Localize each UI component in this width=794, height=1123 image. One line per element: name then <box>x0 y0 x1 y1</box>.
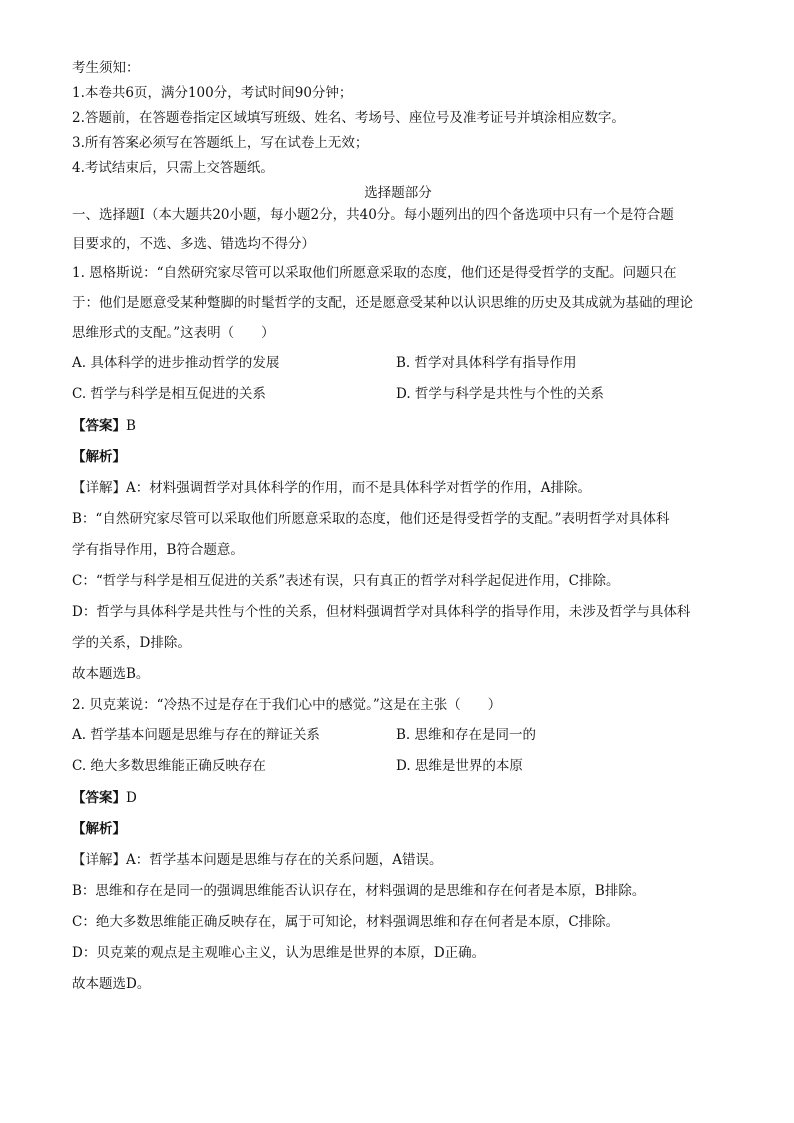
option-b: B. 哲学对具体科学有指导作用 <box>396 355 577 371</box>
answer-line <box>72 788 724 808</box>
exam-notice <box>72 58 724 178</box>
section-instruction-line: 一、选择题Ⅰ（本大题共20小题，每小题2分，共40分。每小题列出的四个备选项中只有一个是符合题 <box>72 207 674 223</box>
notice-item: 1.本卷共6页，满分100分，考试时间90分钟； <box>72 85 353 101</box>
question-options <box>72 353 724 404</box>
detail-line: B：思维和存在是同一的强调思维能否认识存在，材料强调的是思维和存在何者是本原，B排除。 <box>72 883 646 899</box>
notice-item: 3.所有答案必须写在答题纸上，写在试卷上无效； <box>72 135 369 151</box>
notice-item: 2.答题前，在答题卷指定区域填写班级、姓名、考场号、座位号及准考证号并填涂相应数字。 <box>72 110 625 126</box>
answer-value: D <box>126 790 137 806</box>
detail-line: 【详解】A：哲学基本问题是思维与存在的关系问题，A错误。 <box>72 852 443 868</box>
question-stem <box>72 695 724 715</box>
section-title: 选择题部分 <box>364 185 432 201</box>
analysis-tag: 【解析】 <box>72 821 126 837</box>
stem-line: 于：他们是愿意受某种蹩脚的时髦哲学的支配，还是愿意受某种以认识思维的历史及其成就为基础的理论 <box>72 295 693 311</box>
analysis-detail <box>72 850 724 994</box>
question-stem <box>72 263 724 343</box>
notice-title: 考生须知： <box>72 60 140 76</box>
detail-line: 故本题选B。 <box>72 666 150 682</box>
analysis-line <box>72 819 724 839</box>
section-instruction-line: 目要求的，不选、多选、错选均不得分） <box>72 236 315 252</box>
question-2 <box>72 695 724 994</box>
detail-line: 学的关系，D排除。 <box>72 635 191 651</box>
answer-tag: 【答案】 <box>72 790 126 806</box>
option-d: D. 思维是世界的本原 <box>396 758 523 774</box>
option-d: D. 哲学与科学是共性与个性的关系 <box>396 386 604 402</box>
stem-line: 2. 贝克莱说：“冷热不过是存在于我们心中的感觉。”这是在主张（ ） <box>72 697 502 713</box>
option-b: B. 思维和存在是同一的 <box>396 727 537 743</box>
option-c: C. 哲学与科学是相互促进的关系 <box>72 386 266 402</box>
analysis-line <box>72 447 724 467</box>
option-a: A. 具体科学的进步推动哲学的发展 <box>72 355 280 371</box>
question-options <box>72 725 724 776</box>
detail-line: D：哲学与具体科学是共性与个性的关系，但材料强调哲学对具体科学的指导作用，未涉及哲学与具体科 <box>72 604 691 620</box>
section-instruction <box>72 205 724 254</box>
detail-line: B：“自然研究家尽管可以采取他们所愿意采取的态度，他们还是得受哲学的支配。”表明哲学对具体科 <box>72 511 670 527</box>
detail-line: C：绝大多数思维能正确反映存在，属于可知论，材料强调思维和存在何者是本原，C排除。 <box>72 914 620 930</box>
detail-line: C：“哲学与科学是相互促进的关系”表述有误，只有真正的哲学对科学起促进作用，C排除。 <box>72 573 620 589</box>
stem-line: 思维形式的支配。”这表明（ ） <box>72 325 275 341</box>
analysis-detail <box>72 478 724 684</box>
question-1 <box>72 263 724 684</box>
analysis-tag: 【解析】 <box>72 449 126 465</box>
answer-value: B <box>126 418 136 434</box>
detail-line: 【详解】A：材料强调哲学对具体科学的作用，而不是具体科学对哲学的作用，A排除。 <box>72 480 591 496</box>
detail-line: 学有指导作用，B符合题意。 <box>72 542 244 558</box>
option-a: A. 哲学基本问题是思维与存在的辩证关系 <box>72 727 320 743</box>
detail-line: 故本题选D。 <box>72 976 151 992</box>
detail-line: D：贝克莱的观点是主观唯心主义，认为思维是世界的本原，D正确。 <box>72 945 486 961</box>
answer-tag: 【答案】 <box>72 418 126 434</box>
option-c: C. 绝大多数思维能正确反映存在 <box>72 758 266 774</box>
notice-item: 4.考试结束后，只需上交答题纸。 <box>72 160 274 176</box>
stem-line: 1. 恩格斯说：“自然研究家尽管可以采取他们所愿意采取的态度，他们还是得受哲学的支配。问题只在 <box>72 265 677 281</box>
answer-line <box>72 416 724 436</box>
